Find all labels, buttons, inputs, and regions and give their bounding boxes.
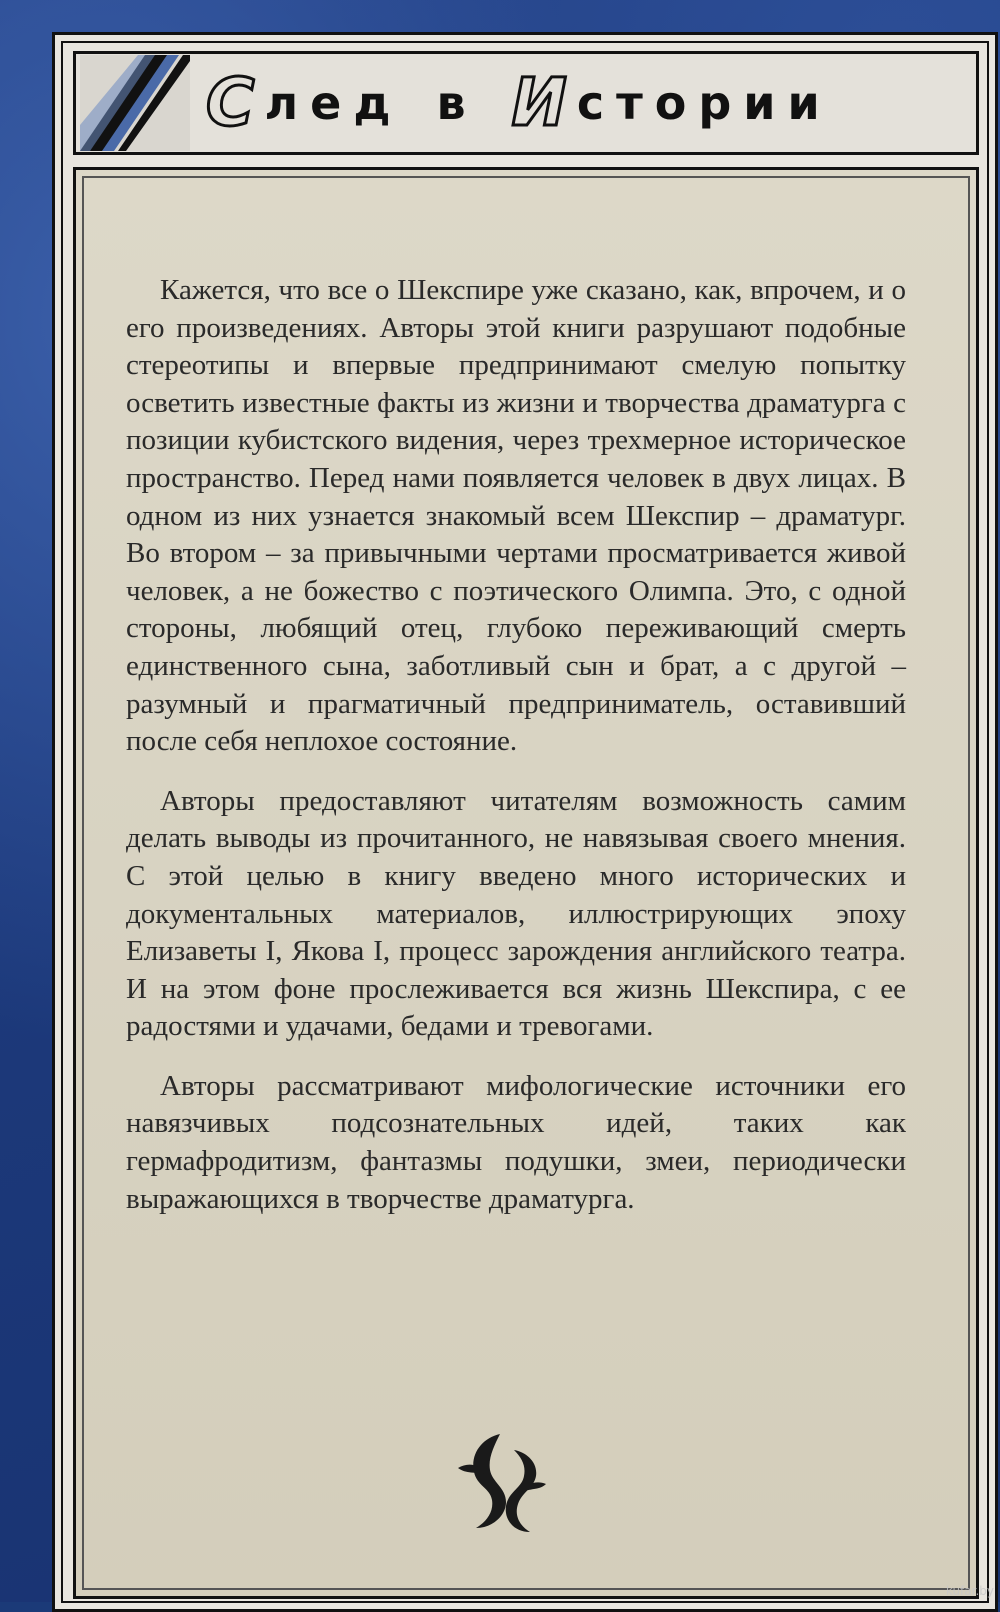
phoenix-logo-icon (452, 1428, 552, 1538)
series-title-word-2: в (436, 76, 478, 130)
series-title (206, 64, 832, 141)
annotation-text (126, 272, 906, 1240)
series-title-initial-i: И (511, 64, 567, 141)
annotation-panel (73, 167, 979, 1599)
watermark-text: kufar.by (945, 1584, 994, 1598)
annotation-paragraph-2: Авторы предоставляют читателям возможность самим делать выводы из прочитанного, не навязывая своего мнения. С этой целью в книгу введено много исторических и документальных материалов, иллюстрирующих эпоху Елизаветы I, Якова I, процесс зарождения английского театра. И на этом фоне прослеживается вся жизнь Шекспира, с ее радостями и удачами, бедами и тревогами. (126, 784, 906, 1043)
annotation-paragraph-3: Авторы рассматривают мифологические источники его навязчивых подсознательных идей, таких как гермафродитизм, фантазмы подушки, змеи, периодически выражающихся в творчестве драматурга. (126, 1069, 906, 1215)
diagonal-stripes-icon (80, 55, 190, 151)
series-title-initial-s: С (206, 64, 255, 141)
series-header (73, 51, 979, 155)
annotation-paragraph-1: Кажется, что все о Шекспире уже сказано, как, впрочем, и о его произведениях. Авторы этой книги разрушают подобные стереотипы и впервые предпринимают смелую попытку осветить известные факты из жизни и творчества драматурга с позиции кубистского видения, через трехмерное историческое пространство. Перед нами появляется человек в двух лицах. В одном из них узнается знакомый всем Шекспир – драматург. Во втором – за привычными чертами просматривается живой человек, а не божество с поэтического Олимпа. Это, с одной стороны, любящий отец, глубоко переживающий смерть единственного сына, заботливый сын и брат, а с другой – разумный и прагматичный предприниматель, оставивший после себя неплохое состояние. (126, 274, 906, 758)
series-title-word-3: стории (576, 76, 832, 130)
series-title-word-1: лед (264, 76, 403, 130)
cover-frame (52, 32, 998, 1612)
